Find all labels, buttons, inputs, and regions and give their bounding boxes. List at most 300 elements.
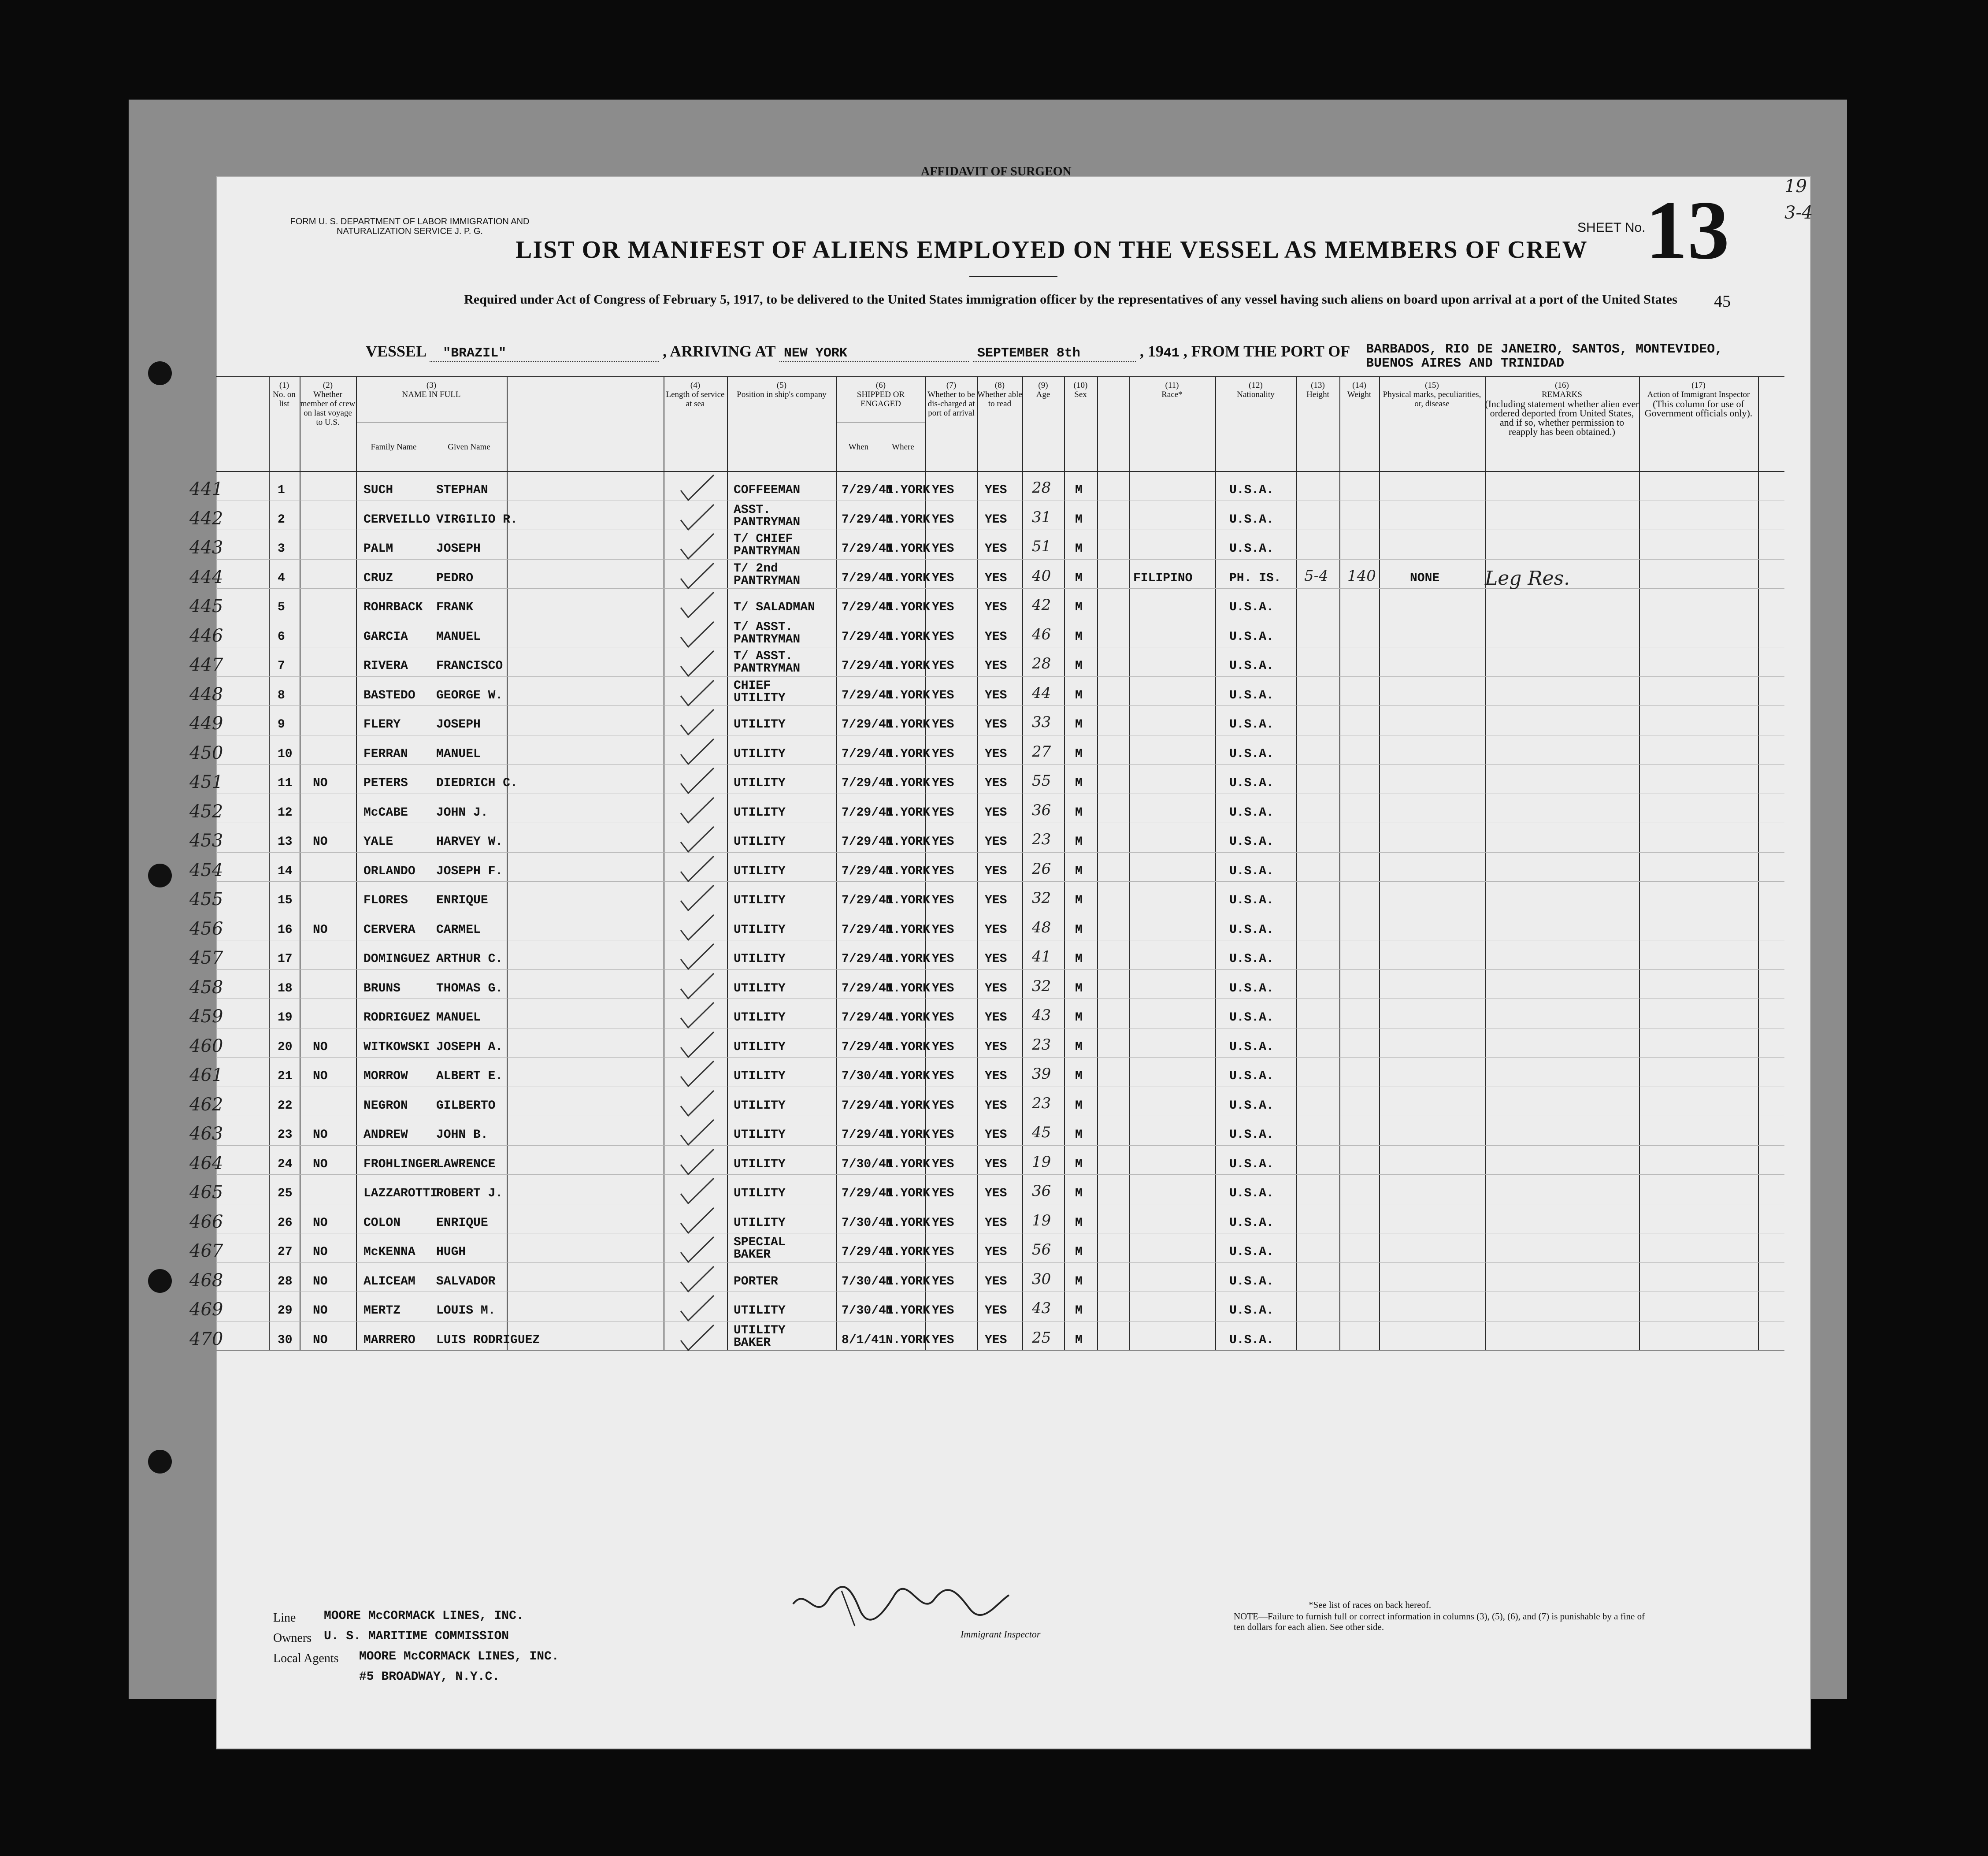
row-divider (216, 676, 1784, 677)
cell-nat: U.S.A. (1229, 630, 1274, 644)
cell-when: 7/29/41 (842, 1099, 894, 1113)
col-header-marks: (15) Physical marks, peculiarities, or, disease (1383, 381, 1481, 408)
check-mark-icon (679, 766, 718, 797)
cell-prev: NO (313, 1216, 328, 1230)
cell-prev: NO (313, 1157, 328, 1171)
cell-prev: NO (313, 1274, 328, 1288)
cell-disch: YES (932, 688, 954, 702)
cell-where: N.YORK (886, 483, 930, 497)
cell-no: 20 (278, 1040, 293, 1054)
cell-age: 19 (1032, 1211, 1051, 1229)
cell-sex: M (1075, 1099, 1083, 1113)
cell-where: N.YORK (886, 688, 930, 702)
col-rule (836, 376, 837, 1350)
cell-read: YES (985, 630, 1007, 644)
cell-sex: M (1075, 1069, 1083, 1083)
cell-given: JOHN B. (436, 1128, 488, 1142)
cell-position-prefix: T/ ASST. (734, 650, 793, 663)
cell-sex: M (1075, 1157, 1083, 1171)
cell-sex: M (1075, 1128, 1083, 1142)
cell-given: GEORGE W. (436, 688, 503, 702)
cell-family: COLON (363, 1216, 401, 1230)
cell-position: UTILITY (734, 1304, 786, 1318)
cell-nat: U.S.A. (1229, 542, 1274, 556)
cell-read: YES (985, 1274, 1007, 1288)
cell-hand: 469 (189, 1299, 223, 1320)
title-rule (969, 276, 1057, 277)
cell-read: YES (985, 1011, 1007, 1025)
cell-position: UTILITY (734, 718, 786, 731)
cell-remark: Leg Res. (1485, 567, 1570, 590)
col-header-where: Where (892, 442, 914, 452)
col-header-read: (8) Whether able to read (977, 381, 1022, 408)
cell-sex: M (1075, 952, 1083, 966)
owners-value: U. S. MARITIME COMMISSION (324, 1630, 509, 1643)
cell-given: LOUIS M. (436, 1304, 496, 1318)
cell-position: UTILITY (734, 835, 786, 849)
cell-given: SALVADOR (436, 1274, 496, 1288)
cell-position: PANTRYMAN (734, 632, 801, 646)
check-mark-icon (679, 678, 718, 709)
cell-height: 5-4 (1304, 567, 1328, 585)
cell-where: N.YORK (886, 747, 930, 761)
cell-hand: 444 (189, 567, 223, 587)
cell-no: 19 (278, 1011, 293, 1025)
cell-given: JOSEPH F. (436, 864, 503, 878)
cell-hand: 465 (189, 1182, 223, 1203)
cell-family: ANDREW (363, 1128, 408, 1142)
cell-position: UTILITY (734, 1187, 786, 1200)
check-mark-icon (679, 1147, 718, 1178)
cell-marks: NONE (1410, 571, 1440, 585)
cell-hand: 445 (189, 596, 223, 616)
cell-sex: M (1075, 864, 1083, 878)
cell-family: PALM (363, 542, 393, 556)
cell-disch: YES (932, 1216, 954, 1230)
cell-hand: 468 (189, 1270, 223, 1291)
cell-hand: 459 (189, 1006, 223, 1027)
col-header-position: (5) Position in ship's company (737, 381, 827, 399)
cell-nat: U.S.A. (1229, 952, 1274, 966)
cell-disch: YES (932, 1099, 954, 1113)
cell-read: YES (985, 806, 1007, 820)
cell-sex: M (1075, 630, 1083, 644)
cell-given: LUIS RODRIGUEZ (436, 1333, 540, 1347)
cell-when: 7/29/41 (842, 952, 894, 966)
cell-family: PETERS (363, 776, 408, 790)
cell-position-prefix: T/ CHIEF (734, 532, 793, 546)
cell-age: 51 (1032, 538, 1051, 555)
cell-position: UTILITY (734, 1011, 786, 1025)
cell-family: SUCH (363, 483, 393, 497)
cell-where: N.YORK (886, 1245, 930, 1259)
cell-disch: YES (932, 894, 954, 907)
cell-sex: M (1075, 688, 1083, 702)
cell-position: UTILITY (734, 952, 786, 966)
cell-age: 41 (1032, 948, 1051, 965)
check-mark-icon (679, 1059, 718, 1090)
cell-where: N.YORK (886, 952, 930, 966)
cell-hand: 464 (189, 1153, 223, 1173)
cell-hand: 460 (189, 1036, 223, 1056)
cell-hand: 467 (189, 1241, 223, 1261)
cell-position: UTILITY (734, 923, 786, 937)
cell-nat: U.S.A. (1229, 483, 1274, 497)
owners-label: Owners (273, 1631, 312, 1645)
cell-given: GILBERTO (436, 1099, 496, 1113)
cell-disch: YES (932, 630, 954, 644)
line-label: Line (273, 1611, 296, 1625)
cell-sex: M (1075, 1040, 1083, 1054)
cell-given: FRANK (436, 601, 474, 614)
cell-when: 7/29/41 (842, 601, 894, 614)
cell-disch: YES (932, 1274, 954, 1288)
cell-position: UTILITY (734, 981, 786, 995)
col-header-nationality: (12) Nationality (1237, 381, 1275, 399)
binder-hole (148, 361, 172, 385)
col-header-shipped: (6) SHIPPED OR ENGAGED (857, 381, 905, 408)
col-rule (1097, 376, 1098, 1350)
col-rule (1129, 376, 1130, 1350)
cell-when: 7/29/41 (842, 835, 894, 849)
vessel-name: "BRAZIL" (430, 346, 659, 362)
cell-nat: U.S.A. (1229, 923, 1274, 937)
cell-when: 7/29/41 (842, 981, 894, 995)
cell-read: YES (985, 747, 1007, 761)
cell-disch: YES (932, 1069, 954, 1083)
cell-where: N.YORK (886, 601, 930, 614)
row-divider (216, 705, 1784, 706)
cell-given: ALBERT E. (436, 1069, 503, 1083)
cell-sex: M (1075, 718, 1083, 731)
cell-where: N.YORK (886, 1040, 930, 1054)
cell-when: 7/30/41 (842, 1069, 894, 1083)
col-rule (1379, 376, 1380, 1350)
cell-when: 7/29/41 (842, 864, 894, 878)
cell-read: YES (985, 483, 1007, 497)
col-rule (1215, 376, 1216, 1350)
cell-nat: U.S.A. (1229, 601, 1274, 614)
col-header-discharged: (7) Whether to be dis-charged at port of arrival (927, 381, 975, 418)
cell-position-prefix: SPECIAL (734, 1236, 786, 1249)
cell-age: 32 (1032, 889, 1051, 907)
cell-position: PANTRYMAN (734, 574, 801, 588)
cell-where: N.YORK (886, 835, 930, 849)
cell-family: BRUNS (363, 981, 401, 995)
cell-disch: YES (932, 512, 954, 527)
cell-where: N.YORK (886, 718, 930, 731)
cell-hand: 443 (189, 538, 223, 558)
col-header-action: (17) Action of Immigrant Inspector (This column for use of Government officials only). (1644, 381, 1753, 419)
cell-sex: M (1075, 923, 1083, 937)
cell-age: 23 (1032, 1036, 1051, 1054)
cell-position-prefix: UTILITY (734, 1323, 786, 1337)
cell-read: YES (985, 1040, 1007, 1054)
cell-disch: YES (932, 542, 954, 556)
cell-position-prefix: CHIEF (734, 679, 771, 693)
check-mark-icon (679, 1293, 718, 1324)
cell-family: DOMINGUEZ (363, 952, 430, 966)
cell-disch: YES (932, 864, 954, 878)
cell-no: 22 (278, 1099, 293, 1113)
cell-disch: YES (932, 776, 954, 790)
cell-when: 7/29/41 (842, 1128, 894, 1142)
cell-family: LAZZAROTTI (363, 1187, 438, 1200)
cell-family: BASTEDO (363, 688, 415, 702)
cell-given: MANUEL (436, 747, 481, 761)
cell-hand: 448 (189, 684, 223, 705)
cell-no: 10 (278, 747, 293, 761)
check-mark-icon (679, 1030, 718, 1061)
form-department-block: FORM U. S. DEPARTMENT OF LABOR IMMIGRATION AND NATURALIZATION SERVICE J. P. G. (290, 217, 530, 236)
cell-no: 28 (278, 1274, 293, 1288)
cell-disch: YES (932, 952, 954, 966)
cell-age: 39 (1032, 1065, 1051, 1083)
cell-sex: M (1075, 1274, 1083, 1288)
cell-age: 30 (1032, 1270, 1051, 1288)
cell-where: N.YORK (886, 1274, 930, 1288)
cell-read: YES (985, 923, 1007, 937)
cell-hand: 463 (189, 1124, 223, 1144)
cell-where: N.YORK (886, 894, 930, 907)
check-mark-icon (679, 1206, 718, 1236)
margin-note: 3-4 (1784, 203, 1813, 223)
cell-position: PANTRYMAN (734, 662, 801, 676)
cell-hand: 454 (189, 860, 223, 880)
cell-hand: 452 (189, 801, 223, 822)
cell-sex: M (1075, 1245, 1083, 1259)
col-rule (1339, 376, 1340, 1350)
cell-no: 5 (278, 601, 285, 614)
cell-prev: NO (313, 1304, 328, 1318)
cell-given: MANUEL (436, 630, 481, 644)
arriving-label: , ARRIVING AT (663, 342, 775, 360)
row-divider (216, 852, 1784, 853)
cell-family: MARRERO (363, 1333, 415, 1347)
sheet-label: SHEET No. (1577, 220, 1646, 235)
cell-read: YES (985, 512, 1007, 527)
cell-nat: U.S.A. (1229, 1011, 1274, 1025)
agents-address: #5 BROADWAY, N.Y.C. (359, 1670, 500, 1684)
ports-line-2: BUENOS AIRES AND TRINIDAD (1366, 356, 1565, 371)
check-mark-icon (679, 531, 718, 562)
cell-no: 9 (278, 718, 285, 731)
cell-position-prefix: ASST. (734, 503, 771, 517)
cell-family: CERVERA (363, 923, 415, 937)
cell-when: 7/29/41 (842, 923, 894, 937)
cell-nat: U.S.A. (1229, 1157, 1274, 1171)
binder-hole (148, 1450, 172, 1474)
row-divider (216, 969, 1784, 970)
cell-nat: U.S.A. (1229, 1304, 1274, 1318)
cell-age: 33 (1032, 713, 1051, 731)
cell-hand: 449 (189, 713, 223, 734)
cell-given: DIEDRICH C. (436, 776, 518, 790)
cell-read: YES (985, 1157, 1007, 1171)
cell-given: JOSEPH (436, 542, 481, 556)
col-rule (1296, 376, 1297, 1350)
cell-read: YES (985, 571, 1007, 585)
cell-no: 12 (278, 806, 293, 820)
col-rule (727, 376, 728, 1350)
cell-family: RODRIGUEZ (363, 1011, 430, 1025)
cell-prev: NO (313, 1128, 328, 1142)
cell-age: 36 (1032, 1182, 1051, 1200)
cell-no: 30 (278, 1333, 293, 1347)
row-divider (216, 1350, 1784, 1351)
cell-no: 8 (278, 688, 285, 702)
col-header-name: (3) NAME IN FULL (402, 381, 461, 399)
cell-disch: YES (932, 483, 954, 497)
cell-race: FILIPINO (1133, 571, 1193, 585)
ports-line-1: BARBADOS, RIO DE JANEIRO, SANTOS, MONTEVIDEO, (1366, 342, 1723, 357)
cell-disch: YES (932, 1128, 954, 1142)
cell-position: UTILITY (734, 1128, 786, 1142)
cell-nat: U.S.A. (1229, 718, 1274, 731)
cell-family: RIVERA (363, 659, 408, 673)
cell-given: STEPHAN (436, 483, 488, 497)
cell-position: PANTRYMAN (734, 515, 801, 529)
cell-age: 25 (1032, 1329, 1051, 1347)
cell-position: BAKER (734, 1336, 771, 1350)
cell-disch: YES (932, 571, 954, 585)
cell-prev: NO (313, 776, 328, 790)
col-rule (1064, 376, 1065, 1350)
cell-no: 7 (278, 659, 285, 673)
cell-age: 36 (1032, 801, 1051, 819)
cell-where: N.YORK (886, 1069, 930, 1083)
cell-when: 7/30/41 (842, 1216, 894, 1230)
cell-when: 7/29/41 (842, 806, 894, 820)
cell-where: N.YORK (886, 542, 930, 556)
cell-read: YES (985, 1216, 1007, 1230)
requirement-text: Required under Act of Congress of February 5, 1917, to be delivered to the United States immigration officer by the representatives of any vessel having such aliens on board upon arrival at a port of the United States (464, 292, 1677, 307)
vessel-line (366, 342, 1350, 362)
check-mark-icon (679, 883, 718, 914)
cell-age: 40 (1032, 567, 1051, 585)
cell-age: 42 (1032, 596, 1051, 614)
col-rule (1639, 376, 1640, 1350)
row-divider (216, 1174, 1784, 1175)
cell-read: YES (985, 659, 1007, 673)
row-divider (216, 559, 1784, 560)
cell-family: GARCIA (363, 630, 408, 644)
col-header-age: (9) Age (1036, 381, 1050, 399)
cell-position: PANTRYMAN (734, 545, 801, 558)
races-note: *See list of races on back hereof. (1309, 1600, 1432, 1610)
cell-age: 31 (1032, 508, 1051, 526)
col-rule (1485, 376, 1486, 1350)
cell-given: LAWRENCE (436, 1157, 496, 1171)
cell-no: 16 (278, 923, 293, 937)
cell-no: 25 (278, 1187, 293, 1200)
cell-nat: U.S.A. (1229, 688, 1274, 702)
cell-position-prefix: T/ ASST. (734, 620, 793, 634)
cell-given: CARMEL (436, 923, 481, 937)
cell-when: 7/29/41 (842, 1187, 894, 1200)
col-header-height: (13) Height (1306, 381, 1329, 399)
cell-age: 45 (1032, 1124, 1051, 1141)
cell-where: N.YORK (886, 806, 930, 820)
cell-when: 7/29/41 (842, 776, 894, 790)
check-mark-icon (679, 620, 718, 650)
cell-no: 27 (278, 1245, 293, 1259)
cell-read: YES (985, 1069, 1007, 1083)
cell-nat: U.S.A. (1229, 1069, 1274, 1083)
cell-disch: YES (932, 747, 954, 761)
cell-age: 46 (1032, 625, 1051, 643)
cell-nat: U.S.A. (1229, 981, 1274, 995)
cell-nat: U.S.A. (1229, 1245, 1274, 1259)
col-header-when: When (848, 442, 869, 452)
cell-where: N.YORK (886, 659, 930, 673)
cell-when: 7/29/41 (842, 542, 894, 556)
cell-given: JOSEPH A. (436, 1040, 503, 1054)
cell-given: ROBERT J. (436, 1187, 503, 1200)
cell-nat: U.S.A. (1229, 1040, 1274, 1054)
cell-hand: 441 (189, 479, 223, 499)
cell-no: 26 (278, 1216, 293, 1230)
check-mark-icon (679, 1088, 718, 1119)
cell-where: N.YORK (886, 1216, 930, 1230)
cell-family: WITKOWSKI (363, 1040, 430, 1054)
cell-no: 14 (278, 864, 293, 878)
cell-nat: PH. IS. (1229, 571, 1281, 585)
cell-family: MERTZ (363, 1304, 401, 1318)
cell-given: VIRGILIO R. (436, 512, 518, 527)
cell-when: 7/29/41 (842, 688, 894, 702)
cell-age: 23 (1032, 831, 1051, 848)
cell-family: MORROW (363, 1069, 408, 1083)
cell-family: CERVEILLO (363, 512, 430, 527)
cell-read: YES (985, 542, 1007, 556)
cell-when: 7/30/41 (842, 1157, 894, 1171)
cell-no: 6 (278, 630, 285, 644)
cell-sex: M (1075, 776, 1083, 790)
cell-family: ALICEAM (363, 1274, 415, 1288)
cell-where: N.YORK (886, 1304, 930, 1318)
cell-prev: NO (313, 923, 328, 937)
check-mark-icon (679, 590, 718, 621)
cell-when: 7/29/41 (842, 718, 894, 731)
cell-no: 11 (278, 776, 293, 790)
col-rule (1022, 376, 1023, 1350)
cell-family: FROHLINGER (363, 1157, 438, 1171)
cell-no: 1 (278, 483, 285, 497)
row-divider (216, 1057, 1784, 1058)
cell-position: UTILITY (734, 806, 786, 820)
check-mark-icon (679, 1117, 718, 1148)
cell-hand: 466 (189, 1211, 223, 1232)
cell-where: N.YORK (886, 1099, 930, 1113)
sheet-number: 13 (1646, 184, 1729, 277)
cell-where: N.YORK (886, 1011, 930, 1025)
cell-when: 7/29/41 (842, 659, 894, 673)
cell-family: McCABE (363, 806, 408, 820)
cell-family: McKENNA (363, 1245, 415, 1259)
arrival-year: 41 (1163, 346, 1179, 361)
cell-nat: U.S.A. (1229, 747, 1274, 761)
cell-nat: U.S.A. (1229, 512, 1274, 527)
cell-hand: 447 (189, 655, 223, 675)
cell-when: 8/1/41 (842, 1333, 886, 1347)
cell-family: ORLANDO (363, 864, 415, 878)
cell-age: 44 (1032, 684, 1051, 702)
cell-sex: M (1075, 1011, 1083, 1025)
cell-no: 15 (278, 894, 293, 907)
cell-when: 7/30/41 (842, 1274, 894, 1288)
cell-sex: M (1075, 483, 1083, 497)
